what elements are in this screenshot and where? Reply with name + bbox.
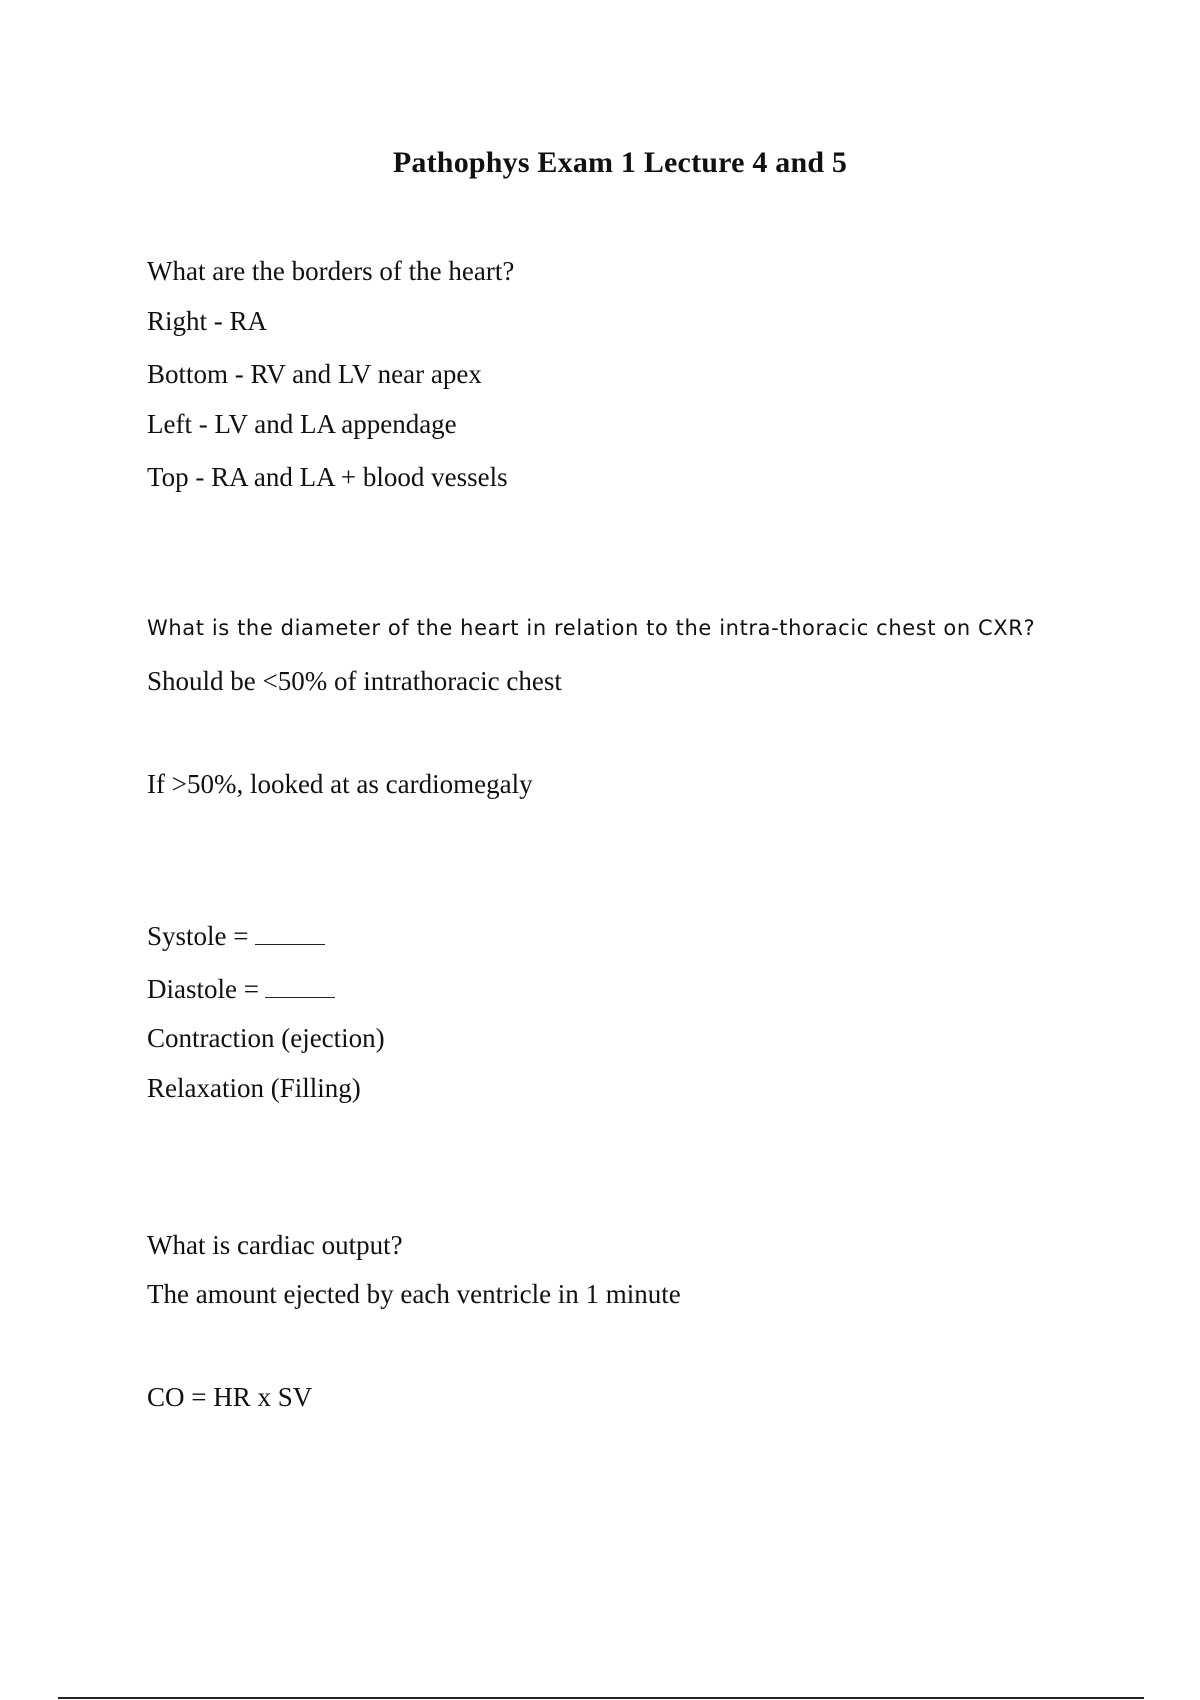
borders-answer-left: Left - LV and LA appendage	[147, 409, 457, 439]
borders-answer-bottom: Bottom - RV and LV near apex	[147, 359, 482, 389]
diastole-label: Diastole =	[147, 974, 259, 1004]
systole-line	[147, 922, 325, 950]
relaxation-text: Relaxation (Filling)	[147, 1073, 361, 1103]
borders-answer-top: Top - RA and LA + blood vessels	[147, 462, 508, 492]
systole-blank	[255, 922, 325, 945]
borders-answer-right: Right - RA	[147, 306, 268, 336]
cardiomegaly-note: If >50%, looked at as cardiomegaly	[147, 769, 533, 799]
co-answer: The amount ejected by each ventricle in 1 minute	[147, 1279, 681, 1309]
diastole-line	[147, 975, 335, 1003]
contraction-text: Contraction (ejection)	[147, 1023, 385, 1053]
diameter-question: What is the diameter of the heart in relation to the intra-thoracic chest on CXR?	[147, 616, 1036, 640]
page-title: Pathophys Exam 1 Lecture 4 and 5	[392, 146, 848, 179]
co-question: What is cardiac output?	[147, 1230, 403, 1260]
diameter-answer: Should be <50% of intrathoracic chest	[147, 666, 562, 696]
bottom-divider	[58, 1697, 1144, 1699]
borders-question: What are the borders of the heart?	[147, 256, 515, 286]
co-formula: CO = HR x SV	[147, 1382, 313, 1412]
diastole-blank	[265, 975, 335, 998]
systole-label: Systole =	[147, 921, 249, 951]
